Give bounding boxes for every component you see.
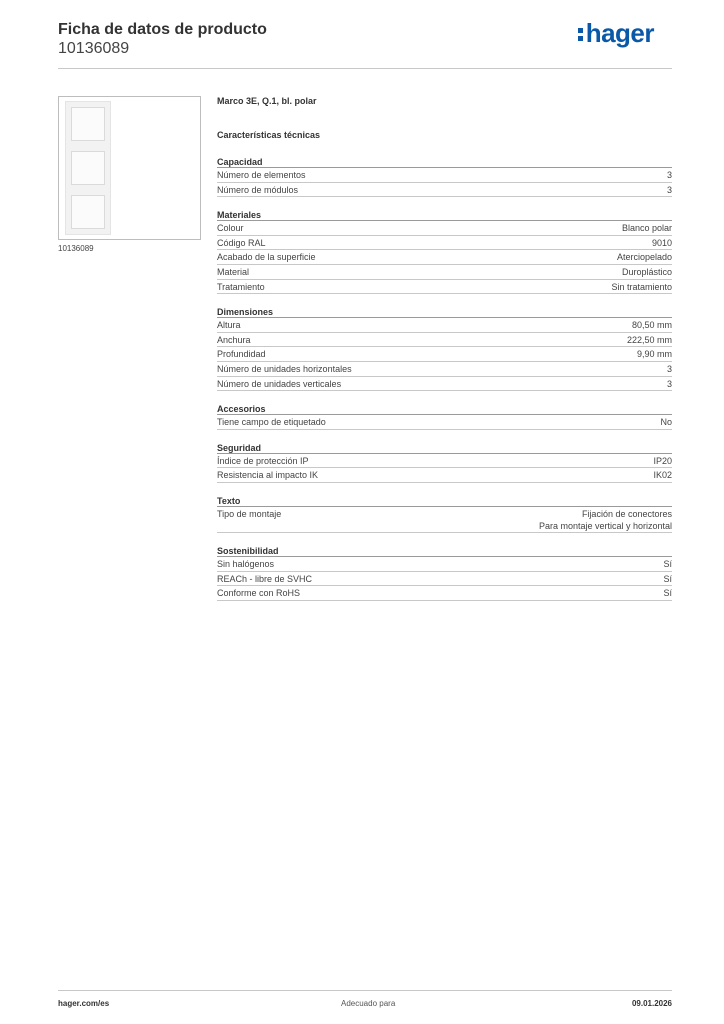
spec-label: Altura [217, 320, 241, 331]
image-caption: 10136089 [58, 244, 94, 253]
spec-value: Sí [663, 588, 672, 599]
spec-value: Duroplástico [621, 266, 672, 277]
product-name: Marco 3E, Q.1, bl. polar [217, 96, 317, 106]
spec-value: 3 [666, 378, 672, 389]
spec-label: Tiene campo de etiquetado [217, 417, 326, 428]
logo-text: hager [585, 18, 654, 48]
spec-value: Blanco polar [621, 223, 672, 234]
spec-value: Sí [663, 573, 672, 584]
frame-opening [71, 107, 105, 141]
section-title: Seguridad [217, 442, 672, 454]
spec-value: 9,90 mm [636, 349, 672, 360]
spec-value [539, 507, 672, 532]
spec-row [217, 236, 672, 251]
spec-row [217, 586, 672, 601]
section-title: Sostenibilidad [217, 545, 672, 557]
spec-row [217, 333, 672, 348]
spec-label: Sin halógenos [217, 558, 275, 569]
section-title: Accesorios [217, 403, 672, 415]
spec-row [217, 183, 672, 198]
page-footer [58, 990, 672, 1008]
spec-row [217, 468, 672, 483]
spec-value: 80,50 mm [631, 320, 672, 331]
spec-label: Número de elementos [217, 170, 306, 180]
spec-row [217, 250, 672, 265]
spec-label: Acabado de la superficie [217, 252, 316, 263]
section-capacidad [217, 156, 672, 197]
spec-row [217, 168, 672, 183]
spec-value: 222,50 mm [626, 334, 672, 345]
spec-row [217, 362, 672, 377]
document-header [58, 20, 672, 70]
spec-row [217, 415, 672, 430]
spec-value: Sin tratamiento [611, 281, 672, 292]
spec-row [217, 221, 672, 236]
hager-logo [578, 20, 654, 46]
spec-label: Código RAL [217, 237, 266, 248]
section-title: Capacidad [217, 156, 672, 168]
section-title: Materiales [217, 209, 672, 221]
section-materiales [217, 209, 672, 294]
spec-value: 3 [666, 184, 672, 195]
header-divider [58, 68, 672, 69]
section-texto [217, 495, 672, 533]
spec-value: No [660, 417, 672, 428]
footer-date: 09.01.2026 [631, 999, 672, 1008]
spec-row [217, 572, 672, 587]
spec-value-line: Para montaje vertical y horizontal [538, 520, 672, 531]
spec-label: Número de módulos [217, 184, 299, 195]
footer-website: hager.com/es [58, 999, 110, 1008]
spec-value: IK02 [653, 470, 672, 481]
spec-label: Conforme con RoHS [217, 588, 301, 599]
frame-opening [71, 195, 105, 229]
spec-value: IP20 [653, 455, 672, 466]
spec-value: Aterciopelado [616, 252, 672, 263]
section-accesorios [217, 403, 672, 430]
spec-row [217, 507, 672, 533]
section-seguridad [217, 442, 672, 483]
spec-value: 3 [666, 170, 672, 180]
spec-label: Tipo de montaje [217, 508, 282, 519]
spec-row [217, 377, 672, 392]
spec-value: 9010 [651, 237, 672, 248]
spec-label: Número de unidades verticales [217, 378, 342, 389]
spec-label: Índice de protección IP [217, 455, 309, 466]
section-title: Dimensiones [217, 306, 672, 318]
product-image [58, 96, 201, 240]
triple-frame-product-image [65, 101, 111, 235]
section-dimensiones [217, 306, 672, 391]
spec-label: Colour [217, 223, 244, 234]
spec-row [217, 347, 672, 362]
spec-label: Material [217, 266, 250, 277]
spec-row [217, 454, 672, 469]
footer-middle: Adecuado para [341, 999, 396, 1008]
spec-label: Profundidad [217, 349, 266, 360]
logo-dots-icon [578, 25, 584, 43]
spec-label: Resistencia al impacto IK [217, 470, 319, 481]
spec-label: Anchura [217, 334, 251, 345]
spec-value: Sí [663, 558, 672, 569]
product-specs [217, 96, 672, 601]
page-title: Ficha de datos de producto [58, 21, 267, 38]
spec-row [217, 265, 672, 280]
spec-value: 3 [666, 363, 672, 374]
spec-row [217, 557, 672, 572]
tech-heading: Características técnicas [217, 130, 321, 140]
spec-label: REACh - libre de SVHC [217, 573, 313, 584]
spec-row [217, 318, 672, 333]
frame-opening [71, 151, 105, 185]
spec-row [217, 280, 672, 295]
spec-label: Número de unidades horizontales [217, 363, 352, 374]
section-sostenibilidad [217, 545, 672, 601]
section-title: Texto [217, 495, 672, 507]
product-number: 10136089 [58, 40, 130, 57]
spec-label: Tratamiento [217, 281, 265, 292]
spec-value-line: Fijación de conectores [581, 508, 672, 519]
